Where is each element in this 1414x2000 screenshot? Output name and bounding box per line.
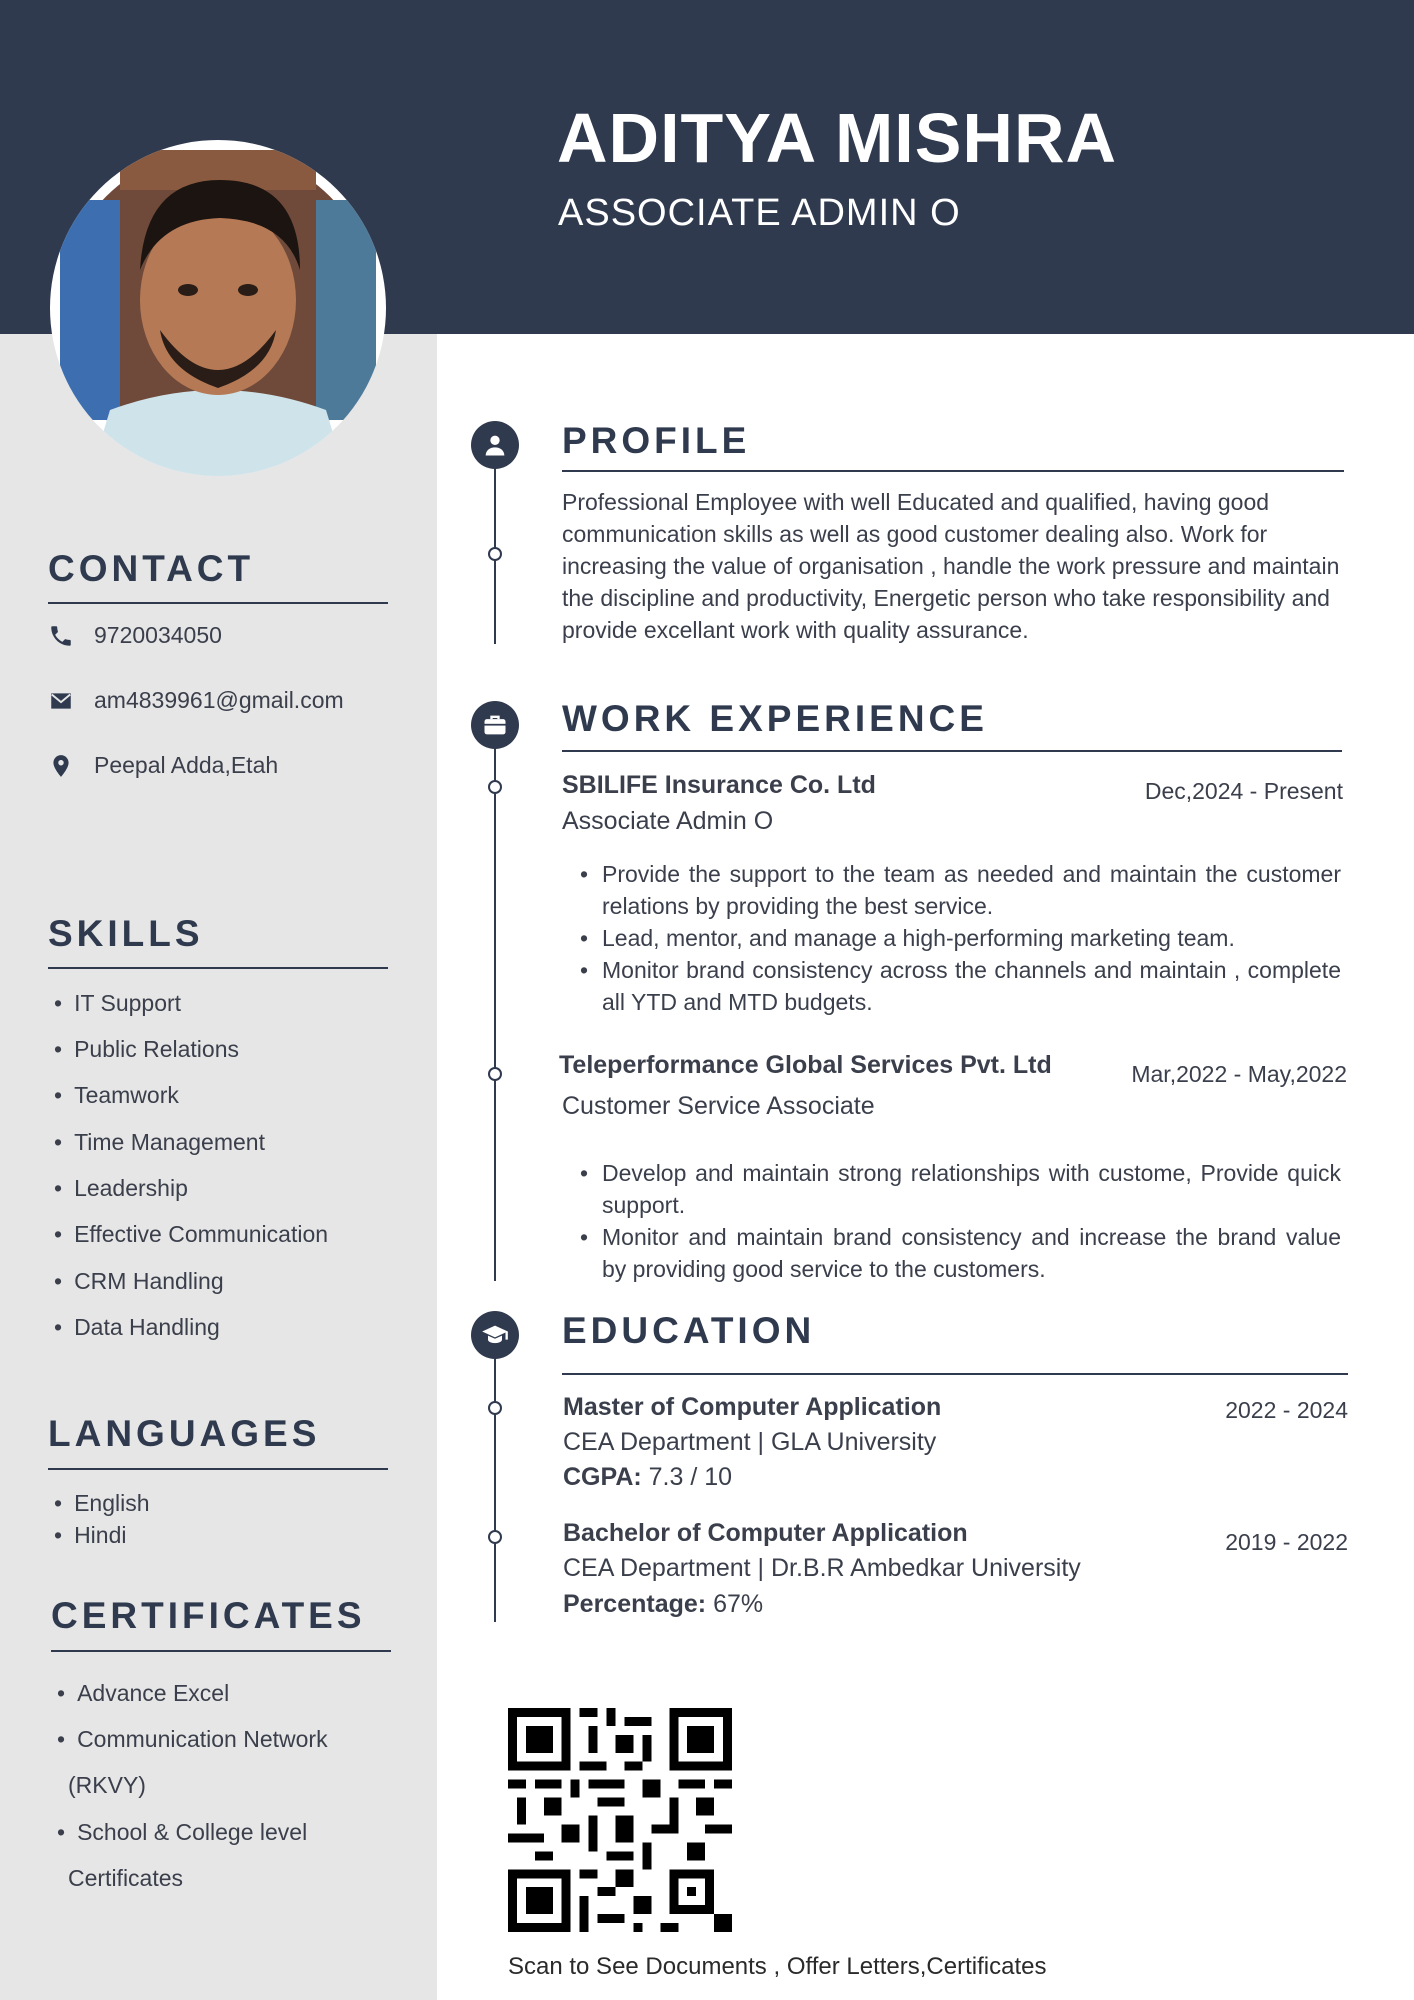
education-section-icon — [471, 1311, 519, 1359]
contact-heading: CONTACT — [48, 548, 255, 589]
certificate-item: • Communication Network — [57, 1726, 328, 1753]
certificate-item-continued: (RKVY) — [68, 1772, 146, 1798]
briefcase-icon — [481, 711, 509, 739]
skill-item: • IT Support — [54, 990, 181, 1017]
language-item: • Hindi — [54, 1522, 126, 1549]
work-divider — [562, 750, 1342, 752]
skill-item: • Effective Communication — [54, 1221, 328, 1248]
contact-divider — [48, 602, 388, 604]
timeline-dot — [488, 1067, 502, 1081]
education-heading: EDUCATION — [562, 1310, 816, 1351]
contact-address-row — [48, 752, 278, 779]
certificate-item: • School & College level — [57, 1819, 307, 1846]
job-bullet: • Monitor and maintain brand consistency and increase the brand value by providing good service to the customers. — [602, 1221, 1341, 1285]
timeline-line — [494, 747, 496, 1281]
languages-heading: LANGUAGES — [48, 1413, 321, 1454]
job-bullet: • Lead, mentor, and manage a high-performing marketing team. — [602, 922, 1341, 954]
skill-item: • Teamwork — [54, 1082, 179, 1109]
edu-institution: CEA Department | GLA University — [563, 1428, 937, 1456]
job-company: SBILIFE Insurance Co. Ltd — [562, 771, 876, 799]
education-divider — [562, 1373, 1348, 1375]
job-bullet: • Develop and maintain strong relationships with custome, Provide quick support. — [602, 1157, 1341, 1221]
work-heading: WORK EXPERIENCE — [562, 698, 988, 739]
graduation-cap-icon — [481, 1321, 509, 1349]
timeline-dot — [488, 547, 502, 561]
job-role: Customer Service Associate — [562, 1092, 875, 1120]
resume-name: ADITYA MISHRA — [557, 99, 1118, 177]
edu-degree: Master of Computer Application — [563, 1393, 942, 1421]
profile-heading: PROFILE — [562, 420, 751, 461]
skill-item: • Leadership — [54, 1175, 188, 1202]
certificate-item-continued: Certificates — [68, 1865, 184, 1891]
language-item: • English — [54, 1490, 150, 1517]
certificates-divider — [51, 1650, 391, 1652]
certificate-item: • Advance Excel — [57, 1680, 229, 1707]
profile-text: Professional Employee with well Educated and qualified, having good communication skills as well as good customer dealing also. Work for increasing the value of organisation , handle the work pressure and maintain the discipline and productivity, Energetic person who take responsibility and provide excellant work with quality assurance. — [562, 489, 1340, 643]
location-pin-icon — [48, 753, 74, 779]
contact-phone: 9720034050 — [94, 622, 222, 648]
phone-icon — [48, 623, 74, 649]
edu-degree: Bachelor of Computer Application — [563, 1519, 968, 1547]
profile-photo — [50, 140, 386, 476]
edu-years: 2019 - 2022 — [1225, 1529, 1348, 1555]
job-bullet: • Provide the support to the team as needed and maintain the customer relations by providing the best service. — [602, 858, 1341, 922]
user-icon — [481, 431, 509, 459]
work-section-icon — [471, 701, 519, 749]
edu-years: 2022 - 2024 — [1225, 1397, 1348, 1423]
skills-divider — [48, 967, 388, 969]
contact-email: am4839961@gmail.com — [94, 687, 344, 713]
edu-score: CGPA: 7.3 / 10 — [563, 1463, 733, 1491]
job-dates: Dec,2024 - Present — [1144, 778, 1343, 804]
timeline-dot — [488, 1401, 502, 1415]
skills-heading: SKILLS — [48, 913, 204, 954]
timeline-dot — [488, 780, 502, 794]
qr-code[interactable] — [490, 1690, 750, 1950]
job-company: Teleperformance Global Services Pvt. Ltd — [559, 1051, 1052, 1079]
edu-institution: CEA Department | Dr.B.R Ambedkar University — [563, 1554, 1081, 1582]
email-icon — [48, 688, 74, 714]
job-dates: Mar,2022 - May,2022 — [1131, 1061, 1347, 1087]
skill-item: • Data Handling — [54, 1314, 220, 1341]
qr-caption: Scan to See Documents , Offer Letters,Certificates — [508, 1953, 1047, 1980]
contact-phone-row — [48, 622, 222, 649]
certificates-heading: CERTIFICATES — [51, 1595, 366, 1636]
edu-score: Percentage: 67% — [563, 1590, 764, 1618]
skill-item: • CRM Handling — [54, 1268, 224, 1295]
skill-item: • Time Management — [54, 1129, 265, 1156]
languages-divider — [48, 1468, 388, 1470]
timeline-line — [494, 1358, 496, 1622]
profile-section-icon — [471, 421, 519, 469]
job-role: Associate Admin O — [562, 807, 774, 835]
contact-address: Peepal Adda,Etah — [94, 752, 279, 778]
timeline-dot — [488, 1530, 502, 1544]
skill-item: • Public Relations — [54, 1036, 239, 1063]
job-bullet: • Monitor brand consistency across the channels and maintain , complete all YTD and MTD budgets. — [602, 954, 1341, 1018]
profile-divider — [562, 470, 1344, 472]
contact-email-row — [48, 687, 344, 714]
resume-title: ASSOCIATE ADMIN O — [558, 192, 961, 234]
